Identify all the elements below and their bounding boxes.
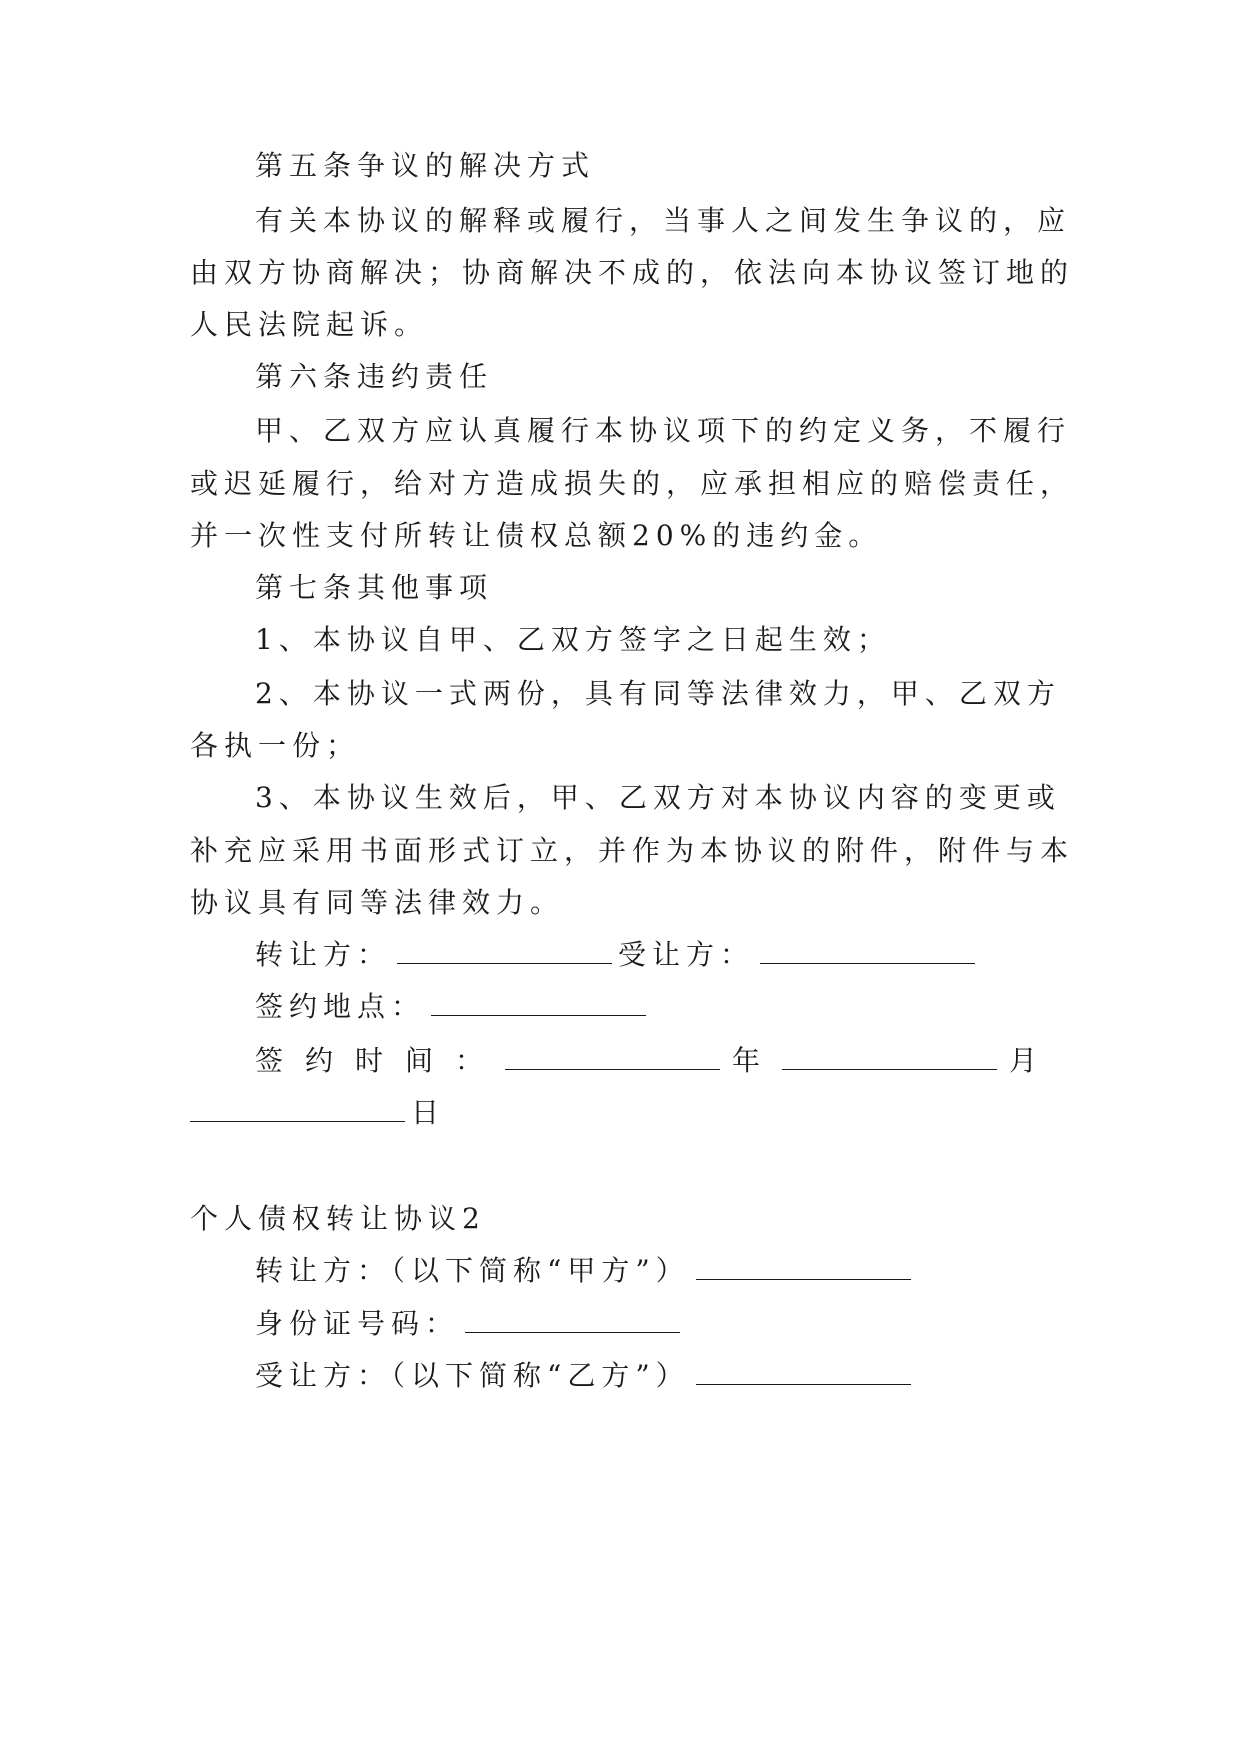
article6-paragraph-line: 甲、乙双方应认真履行本协议项下的约定义务，不履行 bbox=[255, 414, 1072, 447]
article5-paragraph-line: 人民法院起诉。 bbox=[190, 308, 429, 341]
article7-item-2: 2、本协议一式两份，具有同等法律效力，甲、乙双方 bbox=[255, 677, 1061, 710]
transferor-blank[interactable] bbox=[397, 939, 612, 964]
day-label: 日 bbox=[411, 1096, 446, 1129]
signing-place-row bbox=[255, 987, 652, 1027]
article7-item-3-cont: 补充应采用书面形式订立，并作为本协议的附件，附件与本 bbox=[190, 834, 1075, 867]
agreement2-transferor-blank[interactable] bbox=[696, 1255, 911, 1280]
signing-year-blank[interactable] bbox=[505, 1045, 720, 1070]
signing-place-blank[interactable] bbox=[431, 991, 646, 1016]
signing-place-label: 签约地点： bbox=[255, 990, 426, 1023]
article5-heading: 第五条争议的解决方式 bbox=[255, 149, 596, 182]
article7-item-1: 1、本协议自甲、乙双方签字之日起生效； bbox=[255, 623, 891, 656]
article7-item-3-cont: 协议具有同等法律效力。 bbox=[190, 886, 565, 919]
signing-day-row bbox=[190, 1093, 445, 1133]
agreement2-transferee-blank[interactable] bbox=[696, 1360, 911, 1385]
agreement2-title: 个人债权转让协议2 bbox=[190, 1202, 486, 1235]
year-label: 年 bbox=[732, 1044, 783, 1077]
agreement2-transferee-row bbox=[255, 1356, 917, 1396]
article7-item-3: 3、本协议生效后，甲、乙双方对本协议内容的变更或 bbox=[255, 781, 1061, 814]
signing-time-row bbox=[255, 1041, 1059, 1081]
agreement2-transferor-label: 转让方：（以下简称“甲方”） bbox=[255, 1254, 690, 1287]
agreement2-id-row bbox=[255, 1304, 686, 1344]
signing-month-blank[interactable] bbox=[782, 1045, 997, 1070]
agreement2-transferee-label: 受让方：（以下简称“乙方”） bbox=[255, 1359, 690, 1392]
transferee-label: 受让方： bbox=[618, 938, 755, 971]
article6-heading: 第六条违约责任 bbox=[255, 360, 494, 393]
article6-paragraph-line: 或迟延履行，给对方造成损失的，应承担相应的赔偿责任， bbox=[190, 467, 1075, 500]
article7-item-2-cont: 各执一份； bbox=[190, 729, 361, 762]
signing-day-blank[interactable] bbox=[190, 1097, 405, 1122]
month-label: 月 bbox=[1009, 1044, 1060, 1077]
signing-time-label: 签约时间： bbox=[255, 1044, 506, 1077]
article5-paragraph-line: 由双方协商解决；协商解决不成的，依法向本协议签订地的 bbox=[190, 256, 1075, 289]
article7-heading: 第七条其他事项 bbox=[255, 571, 494, 604]
agreement2-id-blank[interactable] bbox=[465, 1308, 680, 1333]
signature-parties-row bbox=[255, 935, 981, 975]
transferor-label: 转让方： bbox=[255, 938, 392, 971]
article5-paragraph-line: 有关本协议的解释或履行，当事人之间发生争议的，应 bbox=[255, 204, 1072, 237]
transferee-blank[interactable] bbox=[760, 939, 975, 964]
agreement2-id-label: 身份证号码： bbox=[255, 1307, 460, 1340]
article6-paragraph-line: 并一次性支付所转让债权总额20%的违约金。 bbox=[190, 519, 883, 552]
agreement2-transferor-row bbox=[255, 1251, 917, 1291]
